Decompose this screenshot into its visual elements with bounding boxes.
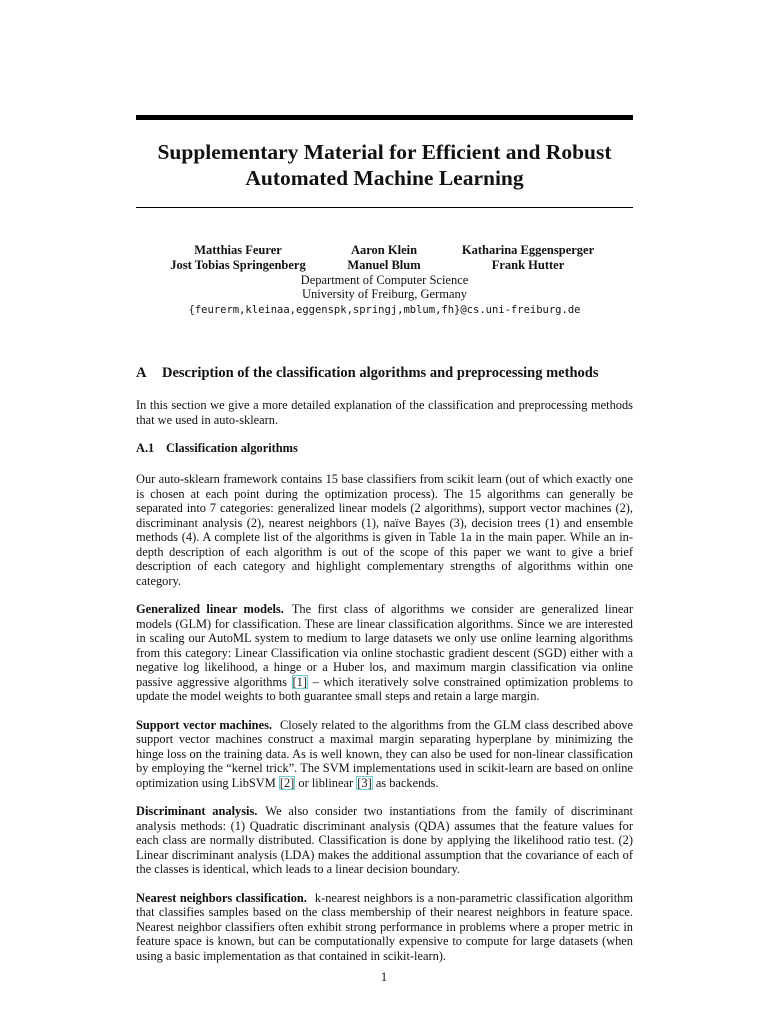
svm-paragraph (136, 718, 633, 791)
title-line-1: Supplementary Material for Efficient and Robust (157, 140, 612, 164)
citation-link-2[interactable]: [2] (279, 775, 295, 790)
page-number: 1 (380, 970, 388, 984)
paper-body (136, 364, 633, 977)
title-line-2: Automated Machine Learning (245, 166, 524, 190)
nearest-neighbors-paragraph (136, 891, 633, 964)
glm-text-before: The first class of algorithms we consider are generalized linear models (GLM) for classification. These are linear classification algorithms. Since we are interested in scaling our AutoML system to medium to large datasets we only use online learning algorithms from this category: Linear Classification via online stochastic gradient descent (SGD) either with a negative log likelihood, a hinge or a Huber los, and maximum margin classification via online passive aggressive algorithms (136, 602, 634, 689)
discriminant-paragraph (136, 804, 633, 877)
author-name: Jost Tobias Springenberg (170, 258, 306, 272)
author-name: Frank Hutter (491, 258, 565, 272)
affiliation-department: Department of Computer Science (300, 273, 469, 287)
subsection-number: A.1 (136, 441, 155, 455)
svm-heading: Support vector machines. (136, 717, 272, 732)
glm-heading: Generalized linear models. (136, 602, 284, 616)
title-top-rule (136, 115, 633, 120)
nearest-neighbors-heading: Nearest neighbors classification. (136, 890, 307, 905)
author-name: Katharina Eggensperger (461, 243, 595, 257)
author-block (136, 243, 633, 318)
subsection-title: Classification algorithms (166, 441, 298, 455)
paper-title (136, 139, 633, 191)
author-emails: {feurerm,kleinaa,eggenspk,springj,mblum,fh}@cs.uni-freiburg.de (188, 304, 581, 316)
title-bottom-rule (136, 207, 633, 208)
svm-text-middle: or liblinear (298, 775, 354, 790)
discriminant-text: We also consider two instantiations from the family of discriminant analysis methods: (1) Quadratic discriminant analysis (QDA) assumes that the feature values for each class are normally distributed. Classification is done by applying the likelihood ratio test. (2) Linear discriminant analysis (LDA) makes the additional assumption that the covariance of each of the classes is identical, which leads to a linear decision boundary. (136, 804, 633, 876)
svm-text-after: as backends. (375, 775, 439, 790)
subsection-heading (136, 441, 633, 456)
citation-link-1[interactable]: [1] (292, 674, 307, 689)
section-number: A (136, 365, 147, 381)
affiliation-university: University of Freiburg, Germany (301, 287, 467, 301)
discriminant-heading: Discriminant analysis. (136, 804, 258, 818)
author-name: Matthias Feurer (194, 243, 282, 257)
author-name: Aaron Klein (350, 243, 418, 257)
citation-link-3[interactable]: [3] (357, 775, 372, 790)
section-heading (136, 364, 633, 382)
subsection-intro-paragraph: Our auto-sklearn framework contains 15 base classifiers from scikit learn (out of which exactly one is chosen at each point during the optimization process). The 15 algorithms can generally be separated into 7 categories: generalized linear models (2 algorithms), support vector machines (2), discriminant analysis (2), nearest neighbors (1), naïve Bayes (3), decision trees (1) and ensemble methods (4). A complete list of the algorithms is given in Table 1a in the main paper. While an in-depth description of each algorithm is out of the scope of this paper we want to give a brief description of each category and highlight complementary strengths of algorithms within one category. (136, 472, 633, 588)
glm-paragraph (136, 602, 633, 704)
glm-text-after: – which iteratively solve constrained optimization problems to update the model weights to both guarantee small steps and retain a large margin. (136, 674, 633, 703)
author-name: Manuel Blum (347, 258, 421, 272)
section-title: Description of the classification algorithms and preprocessing methods (162, 365, 599, 381)
author-row-1 (136, 243, 633, 258)
author-row-2 (136, 258, 633, 273)
section-intro-paragraph: In this section we give a more detailed explanation of the classification and preprocessing methods that we used in auto-sklearn. (136, 398, 633, 427)
svm-text-before: Closely related to the algorithms from the GLM class described above support vector machines construct a maximal margin separating hyperplane by minimizing the hinge loss on the training data. As is well known, they can also be used for non-linear classification by employing the “kernel trick”. The SVM implementations used in scikit-learn are based on online optimization using LibSVM (136, 717, 633, 790)
nearest-neighbors-text: k-nearest neighbors is a non-parametric classification algorithm that classifies samples based on the class membership of their nearest neighbors in feature space. Nearest neighbor classifiers often exhibit strong performance in problems where a proper metric in feature space is known, but can be computationally expensive to compute for large datasets (when using a basic implementation as that contained in scikit-learn). (136, 890, 633, 963)
